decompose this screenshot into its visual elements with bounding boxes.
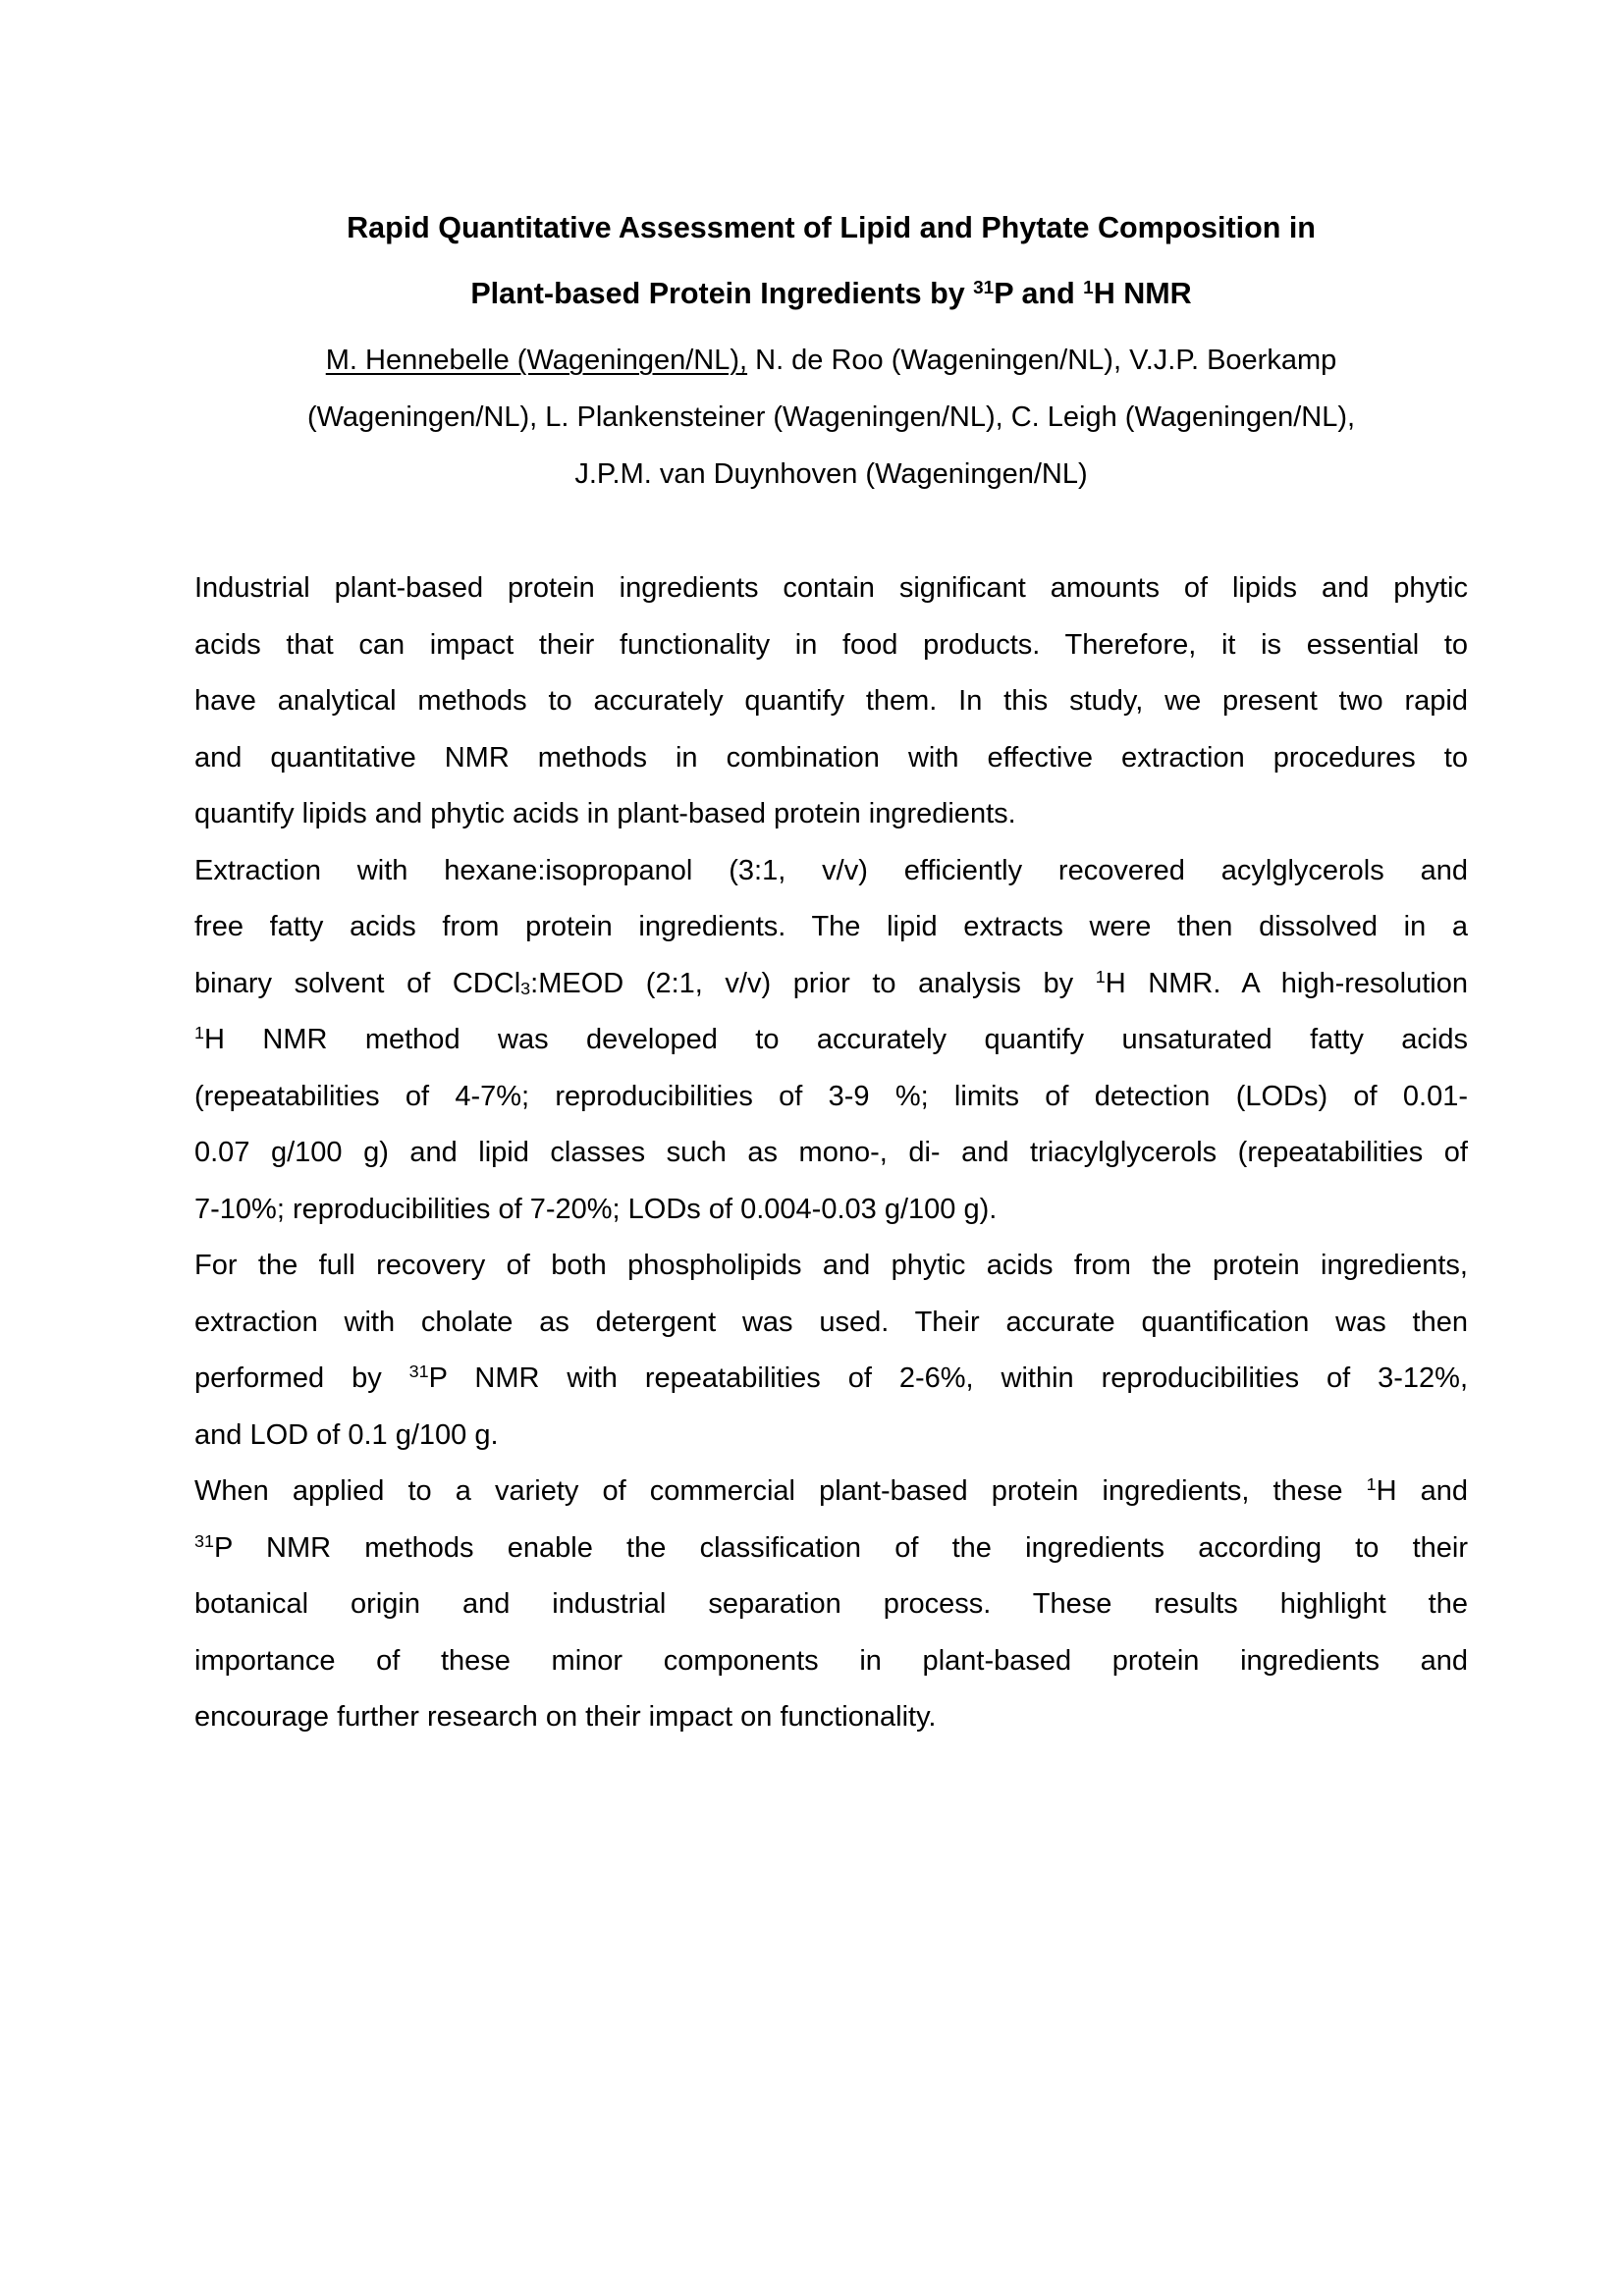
paragraph-lipid-method bbox=[194, 843, 1468, 1239]
text-run: H NMR. A high-resolution bbox=[1105, 967, 1468, 999]
text-line bbox=[194, 1464, 1468, 1521]
text-line bbox=[194, 1012, 1468, 1069]
text-line bbox=[194, 1521, 1468, 1577]
author-line-3: J.P.M. van Duynhoven (Wageningen/NL) bbox=[574, 458, 1088, 490]
text-line: and quantitative NMR methods in combination with effective extraction procedures to bbox=[194, 741, 1468, 774]
title-text: Plant-based Protein Ingredients by bbox=[470, 277, 974, 310]
text-line: free fatty acids from protein ingredients. The lipid extracts were then dissolved in a bbox=[194, 911, 1468, 942]
isotope-superscript: 1 bbox=[1095, 966, 1106, 987]
isotope-superscript: 31 bbox=[973, 277, 995, 298]
text-line: encourage further research on their impact on functionality. bbox=[194, 1701, 937, 1733]
text-run: binary solvent of CDCl bbox=[194, 967, 521, 999]
paragraph-phosphorus-method bbox=[194, 1238, 1468, 1464]
author-line-2: (Wageningen/NL), L. Plankensteiner (Wageningen/NL), C. Leigh (Wageningen/NL), bbox=[306, 401, 1356, 433]
subscript: 3 bbox=[520, 978, 531, 998]
text-run: performed by bbox=[194, 1362, 409, 1394]
text-line: 7-10%; reproducibilities of 7-20%; LODs of 0.004-0.03 g/100 g). bbox=[194, 1193, 998, 1225]
text-line: Industrial plant-based protein ingredients contain significant amounts of lipids and phytic bbox=[194, 572, 1468, 604]
paper-title bbox=[194, 195, 1468, 327]
isotope-superscript: 1 bbox=[1366, 1474, 1377, 1495]
text-line: botanical origin and industrial separation process. These results highlight the bbox=[194, 1588, 1468, 1620]
text-run: P NMR with repeatabilities of 2-6%, within reproducibilities of 3-12%, bbox=[428, 1362, 1468, 1394]
text-line: extraction with cholate as detergent was used. Their accurate quantification was then bbox=[194, 1306, 1468, 1338]
text-line: For the full recovery of both phospholipids and phytic acids from the protein ingredients, bbox=[194, 1250, 1468, 1281]
isotope-superscript: 1 bbox=[194, 1023, 204, 1043]
text-line: (repeatabilities of 4-7%; reproducibilities of 3-9 %; limits of detection (LODs) of 0.01- bbox=[194, 1080, 1468, 1112]
title-text: H NMR bbox=[1093, 277, 1192, 310]
abstract-body bbox=[194, 561, 1468, 1746]
text-run: H and bbox=[1376, 1475, 1468, 1507]
author-text: N. de Roo (Wageningen/NL), V.J.P. Boerkamp bbox=[747, 345, 1337, 376]
text-run: :MEOD (2:1, v/v) prior to analysis by bbox=[530, 967, 1096, 999]
text-line: Extraction with hexane:isopropanol (3:1, v/v) efficiently recovered acylglycerols and bbox=[194, 854, 1468, 886]
text-line: importance of these minor components in plant-based protein ingredients and bbox=[194, 1644, 1468, 1677]
isotope-superscript: 31 bbox=[408, 1362, 429, 1382]
text-line: quantify lipids and phytic acids in plant-based protein ingredients. bbox=[194, 798, 1016, 829]
text-line bbox=[194, 956, 1468, 1013]
text-line: 0.07 g/100 g) and lipid classes such as mono-, di- and triacylglycerols (repeatabilities of bbox=[194, 1137, 1468, 1168]
text-line: have analytical methods to accurately quantify them. In this study, we present two rapid bbox=[194, 685, 1468, 717]
title-line-1: Rapid Quantitative Assessment of Lipid and Phytate Composition in bbox=[347, 211, 1316, 244]
isotope-superscript: 31 bbox=[194, 1530, 214, 1551]
presenting-author: M. Hennebelle (Wageningen/NL), bbox=[325, 345, 748, 376]
paragraph-introduction bbox=[194, 561, 1468, 843]
text-line: and LOD of 0.1 g/100 g. bbox=[194, 1418, 499, 1451]
paragraph-conclusion bbox=[194, 1464, 1468, 1746]
text-run: When applied to a variety of commercial plant-based protein ingredients, these bbox=[194, 1475, 1367, 1507]
title-text: P and bbox=[994, 277, 1084, 310]
text-run: H NMR method was developed to accurately quantify unsaturated fatty acids bbox=[204, 1024, 1468, 1055]
author-line-1 bbox=[194, 332, 1468, 389]
text-run: P NMR methods enable the classification of the ingredients according to their bbox=[214, 1531, 1468, 1564]
isotope-superscript: 1 bbox=[1083, 277, 1094, 298]
text-line bbox=[194, 1351, 1468, 1408]
title-line-2 bbox=[194, 261, 1468, 327]
author-list bbox=[194, 332, 1468, 503]
text-line: acids that can impact their functionality in food products. Therefore, it is essential to bbox=[194, 628, 1468, 661]
